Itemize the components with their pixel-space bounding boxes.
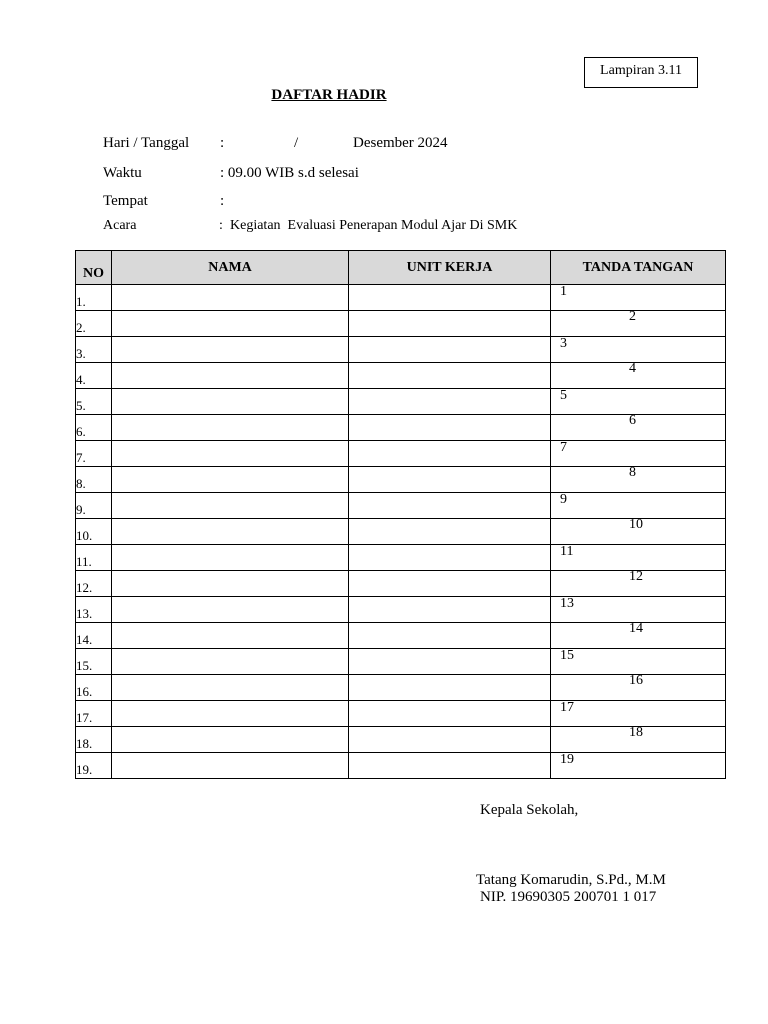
attachment-label-box [584,57,698,88]
row-number: 9. [76,493,112,519]
table-row [76,493,726,519]
row-number: 2. [76,311,112,337]
row-number: 5. [76,389,112,415]
row-number: 11. [76,545,112,571]
tempat-colon: : [220,193,225,209]
signature-number: 16 [629,673,643,688]
signature-number: 17 [560,700,574,715]
signature-number: 6 [629,413,636,428]
signature-cell[interactable] [551,311,726,337]
table-row [76,311,726,337]
signature-number: 5 [560,388,567,403]
waktu-value: : 09.00 WIB s.d selesai [220,165,359,181]
row-number: 12. [76,571,112,597]
signature-cell[interactable] [551,597,726,623]
principal-title: Kepala Sekolah, [480,802,579,818]
principal-name: Tatang Komarudin, S.Pd., M.M [476,872,666,888]
table-row [76,363,726,389]
signature-number: 13 [560,596,574,611]
hari-tanggal-colon: : [220,135,225,151]
signature-number: 19 [560,752,574,767]
signature-cell[interactable] [551,675,726,701]
nama-cell[interactable] [112,597,349,623]
table-row [76,701,726,727]
date-month-year: Desember 2024 [353,135,448,151]
signature-number: 15 [560,648,574,663]
signature-cell[interactable] [551,623,726,649]
unit-kerja-cell[interactable] [349,493,551,519]
signature-cell[interactable] [551,493,726,519]
signature-number: 2 [629,309,636,324]
unit-kerja-cell[interactable] [349,727,551,753]
attachment-label: Lampiran 3.11 [600,63,682,78]
unit-kerja-cell[interactable] [349,389,551,415]
row-number: 17. [76,701,112,727]
row-number: 18. [76,727,112,753]
hari-tanggal-label: Hari / Tanggal [103,135,190,151]
table-row [76,389,726,415]
table-row [76,519,726,545]
row-number: 13. [76,597,112,623]
row-number: 19. [76,753,112,779]
unit-kerja-cell[interactable] [349,545,551,571]
signature-cell[interactable] [551,519,726,545]
nama-cell[interactable] [112,727,349,753]
signature-cell[interactable] [551,701,726,727]
row-number: 16. [76,675,112,701]
table-row [76,441,726,467]
row-number: 3. [76,337,112,363]
attendance-table [75,250,726,779]
row-number: 15. [76,649,112,675]
nama-cell[interactable] [112,311,349,337]
signature-number: 7 [560,440,567,455]
row-number: 7. [76,441,112,467]
signature-number: 4 [629,361,636,376]
signature-number: 10 [629,517,643,532]
nama-cell[interactable] [112,571,349,597]
signature-cell[interactable] [551,363,726,389]
signature-cell[interactable] [551,571,726,597]
nama-cell[interactable] [112,623,349,649]
header-no: NO [76,251,112,285]
header-tanda-tangan: TANDA TANGAN [551,251,726,285]
table-header-row [76,251,726,285]
header-nama: NAMA [112,251,349,285]
signature-number: 18 [629,725,643,740]
tempat-label: Tempat [103,193,148,209]
nama-cell[interactable] [112,753,349,779]
table-row [76,545,726,571]
table-row [76,597,726,623]
row-number: 1. [76,285,112,311]
nama-cell[interactable] [112,441,349,467]
row-number: 14. [76,623,112,649]
unit-kerja-cell[interactable] [349,363,551,389]
table-row [76,727,726,753]
unit-kerja-cell[interactable] [349,441,551,467]
row-number: 4. [76,363,112,389]
nama-cell[interactable] [112,337,349,363]
signature-number: 12 [629,569,643,584]
unit-kerja-cell[interactable] [349,753,551,779]
unit-kerja-cell[interactable] [349,649,551,675]
signature-number: 9 [560,492,567,507]
signature-number: 11 [560,544,574,559]
table-row [76,649,726,675]
unit-kerja-cell[interactable] [349,623,551,649]
unit-kerja-cell[interactable] [349,701,551,727]
nama-cell[interactable] [112,363,349,389]
nama-cell[interactable] [112,493,349,519]
row-number: 6. [76,415,112,441]
nama-cell[interactable] [112,649,349,675]
signature-cell[interactable] [551,441,726,467]
signature-cell[interactable] [551,545,726,571]
unit-kerja-cell[interactable] [349,519,551,545]
signature-number: 8 [629,465,636,480]
nama-cell[interactable] [112,701,349,727]
table-row [76,337,726,363]
signature-cell[interactable] [551,727,726,753]
date-slash: / [294,135,299,151]
principal-nip: NIP. 19690305 200701 1 017 [480,889,657,905]
signature-number: 1 [560,284,567,299]
nama-cell[interactable] [112,675,349,701]
unit-kerja-cell[interactable] [349,467,551,493]
signature-cell[interactable] [551,649,726,675]
table-row [76,571,726,597]
signature-cell[interactable] [551,337,726,363]
row-number: 8. [76,467,112,493]
unit-kerja-cell[interactable] [349,571,551,597]
acara-label: Acara [103,218,137,233]
signature-cell[interactable] [551,285,726,311]
table-row [76,753,726,779]
nama-cell[interactable] [112,545,349,571]
unit-kerja-cell[interactable] [349,415,551,441]
table-row [76,675,726,701]
unit-kerja-cell[interactable] [349,337,551,363]
document-title: DAFTAR HADIR [271,87,387,103]
unit-kerja-cell[interactable] [349,675,551,701]
table-row [76,467,726,493]
signature-cell[interactable] [551,389,726,415]
signature-cell[interactable] [551,415,726,441]
signature-cell[interactable] [551,467,726,493]
nama-cell[interactable] [112,467,349,493]
signature-number: 14 [629,621,643,636]
acara-colon: : [219,218,223,233]
unit-kerja-cell[interactable] [349,311,551,337]
unit-kerja-cell[interactable] [349,285,551,311]
signature-number: 3 [560,336,567,351]
nama-cell[interactable] [112,415,349,441]
table-row [76,623,726,649]
header-unit-kerja: UNIT KERJA [349,251,551,285]
nama-cell[interactable] [112,285,349,311]
acara-value: Kegiatan Evaluasi Penerapan Modul Ajar Di SMK [230,218,518,233]
table-row [76,415,726,441]
row-number: 10. [76,519,112,545]
signature-cell[interactable] [551,753,726,779]
nama-cell[interactable] [112,519,349,545]
nama-cell[interactable] [112,389,349,415]
waktu-label: Waktu [103,165,142,181]
table-row [76,285,726,311]
unit-kerja-cell[interactable] [349,597,551,623]
